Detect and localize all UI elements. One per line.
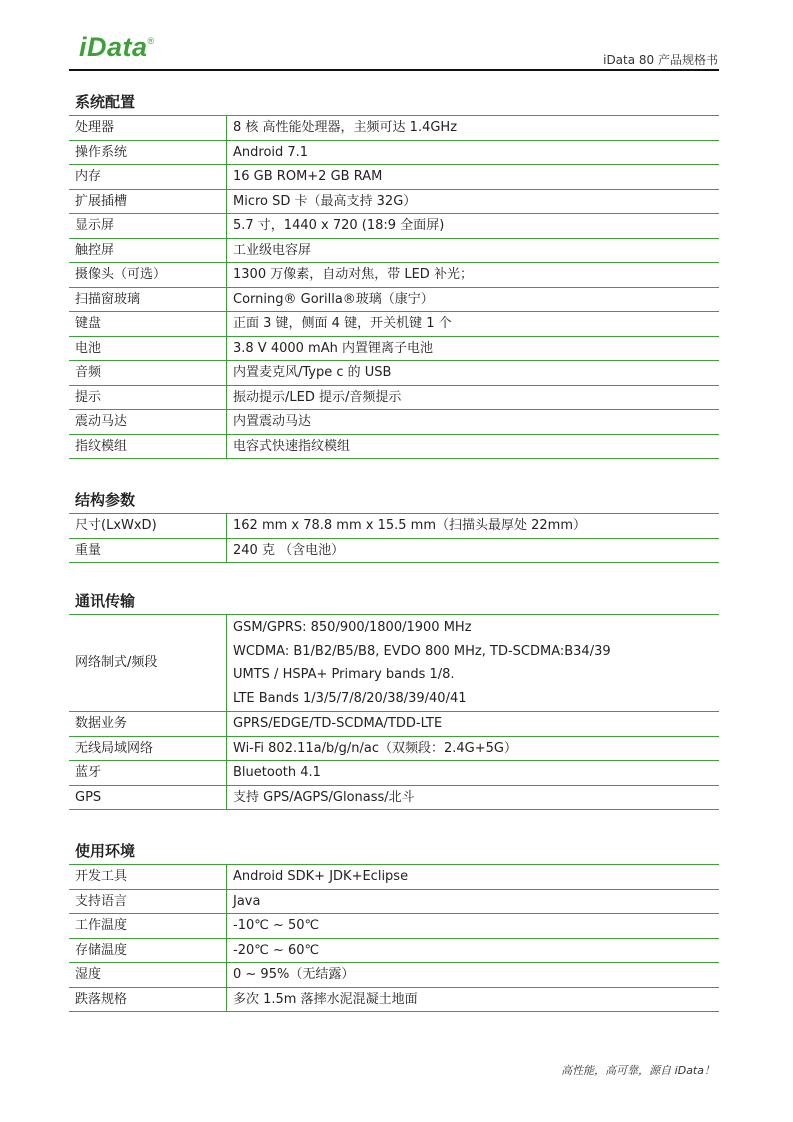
spec-value: -10℃ ~ 50℃ [227,914,720,939]
spec-label: 扩展插槽 [69,189,227,214]
table-row [69,434,719,459]
spec-label: 提示 [69,385,227,410]
spec-value: 正面 3 键，侧面 4 键，开关机键 1 个 [227,312,720,337]
table-row [69,615,719,712]
spec-value-network [227,615,720,712]
spec-value: 3.8 V 4000 mAh 内置锂离子电池 [227,336,720,361]
spec-label: 处理器 [69,116,227,141]
section-title: 通讯传输 [75,592,136,610]
spec-label: 重量 [69,538,227,563]
spec-label: 尺寸(LxWxD) [69,514,227,539]
section-communication [69,588,719,810]
section-title: 使用环境 [75,842,136,860]
spec-value: 240 克 （含电池） [227,538,720,563]
spec-value: 1300 万像素，自动对焦，带 LED 补光； [227,263,720,288]
section-title: 系统配置 [75,93,136,111]
registered-mark: ® [147,36,155,46]
logo-text: iData [79,32,148,62]
table-row [69,287,719,312]
spec-value: 振动提示/LED 提示/音频提示 [227,385,720,410]
document-title: iData 80 产品规格书 [603,53,718,67]
table-row [69,712,719,737]
table-row [69,116,719,141]
spec-label: 湿度 [69,963,227,988]
table-row [69,761,719,786]
table-row [69,410,719,435]
spec-value: 16 GB ROM+2 GB RAM [227,165,720,190]
table-row [69,736,719,761]
spec-label: 显示屏 [69,214,227,239]
spec-value: Corning® Gorilla®玻璃（康宁） [227,287,720,312]
table-row [69,312,719,337]
spec-label: 键盘 [69,312,227,337]
spec-value: Micro SD 卡（最高支持 32G） [227,189,720,214]
section-environment [69,838,719,1012]
spec-value: 多次 1.5m 落摔水泥混凝土地面 [227,987,720,1012]
network-line: UMTS / HSPA+ Primary bands 1/8. [233,667,455,683]
section-system-config [69,89,719,459]
spec-label: 跌落规格 [69,987,227,1012]
table-row [69,189,719,214]
network-line: GSM/GPRS: 850/900/1800/1900 MHz [233,620,472,635]
spec-label: 指纹模组 [69,434,227,459]
spec-table-system [69,115,719,459]
spec-value: GPRS/EDGE/TD-SCDMA/TDD-LTE [227,712,720,737]
table-row [69,538,719,563]
idata-logo [79,32,155,63]
spec-table-structure [69,513,719,563]
spec-value: Android SDK+ JDK+Eclipse [227,865,720,890]
spec-label: 内存 [69,165,227,190]
table-row [69,865,719,890]
footer-slogan: 高性能，高可靠，源自 iData！ [561,1064,715,1077]
section-title: 结构参数 [75,491,136,509]
spec-label: 开发工具 [69,865,227,890]
spec-label: 网络制式/频段 [69,615,227,712]
table-row [69,361,719,386]
table-row [69,214,719,239]
spec-value: -20℃ ~ 60℃ [227,938,720,963]
table-row [69,263,719,288]
spec-value: 内置麦克风/Type c 的 USB [227,361,720,386]
spec-value: 5.7 寸，1440 x 720 (18:9 全面屏) [227,214,720,239]
table-row [69,385,719,410]
spec-value: Android 7.1 [227,140,720,165]
table-row [69,987,719,1012]
spec-label: 存储温度 [69,938,227,963]
spec-label: 数据业务 [69,712,227,737]
table-row [69,514,719,539]
network-line: WCDMA: B1/B2/B5/B8, EVDO 800 MHz, TD-SCDMA:B34/39 [233,643,611,659]
spec-label: 音频 [69,361,227,386]
header-divider [69,69,719,71]
network-line: LTE Bands 1/3/5/7/8/20/38/39/40/41 [233,690,467,706]
spec-label: 摄像头（可选） [69,263,227,288]
spec-label: 触控屏 [69,238,227,263]
spec-value: Wi-Fi 802.11a/b/g/n/ac（双频段：2.4G+5G） [227,736,720,761]
spec-value: Bluetooth 4.1 [227,761,720,786]
spec-value: 电容式快速指纹模组 [227,434,720,459]
table-row [69,914,719,939]
table-row [69,963,719,988]
spec-label: 支持语言 [69,889,227,914]
spec-table-environment [69,864,719,1012]
spec-value: 内置震动马达 [227,410,720,435]
spec-value: 162 mm x 78.8 mm x 15.5 mm（扫描头最厚处 22mm） [227,514,720,539]
table-row [69,938,719,963]
table-row [69,140,719,165]
spec-label: 无线局域网络 [69,736,227,761]
spec-value: 工业级电容屏 [227,238,720,263]
table-row [69,238,719,263]
spec-value: 0 ~ 95%（无结露） [227,963,720,988]
spec-label: 扫描窗玻璃 [69,287,227,312]
spec-value: 8 核 高性能处理器，主频可达 1.4GHz [227,116,720,141]
spec-value: Java [227,889,720,914]
table-row [69,785,719,810]
table-row [69,336,719,361]
spec-table-communication [69,614,719,810]
spec-label: GPS [69,785,227,810]
section-structure [69,487,719,563]
spec-label: 蓝牙 [69,761,227,786]
table-row [69,889,719,914]
spec-label: 震动马达 [69,410,227,435]
table-row [69,165,719,190]
spec-label: 电池 [69,336,227,361]
spec-label: 操作系统 [69,140,227,165]
spec-label: 工作温度 [69,914,227,939]
spec-value: 支持 GPS/AGPS/Glonass/北斗 [227,785,720,810]
